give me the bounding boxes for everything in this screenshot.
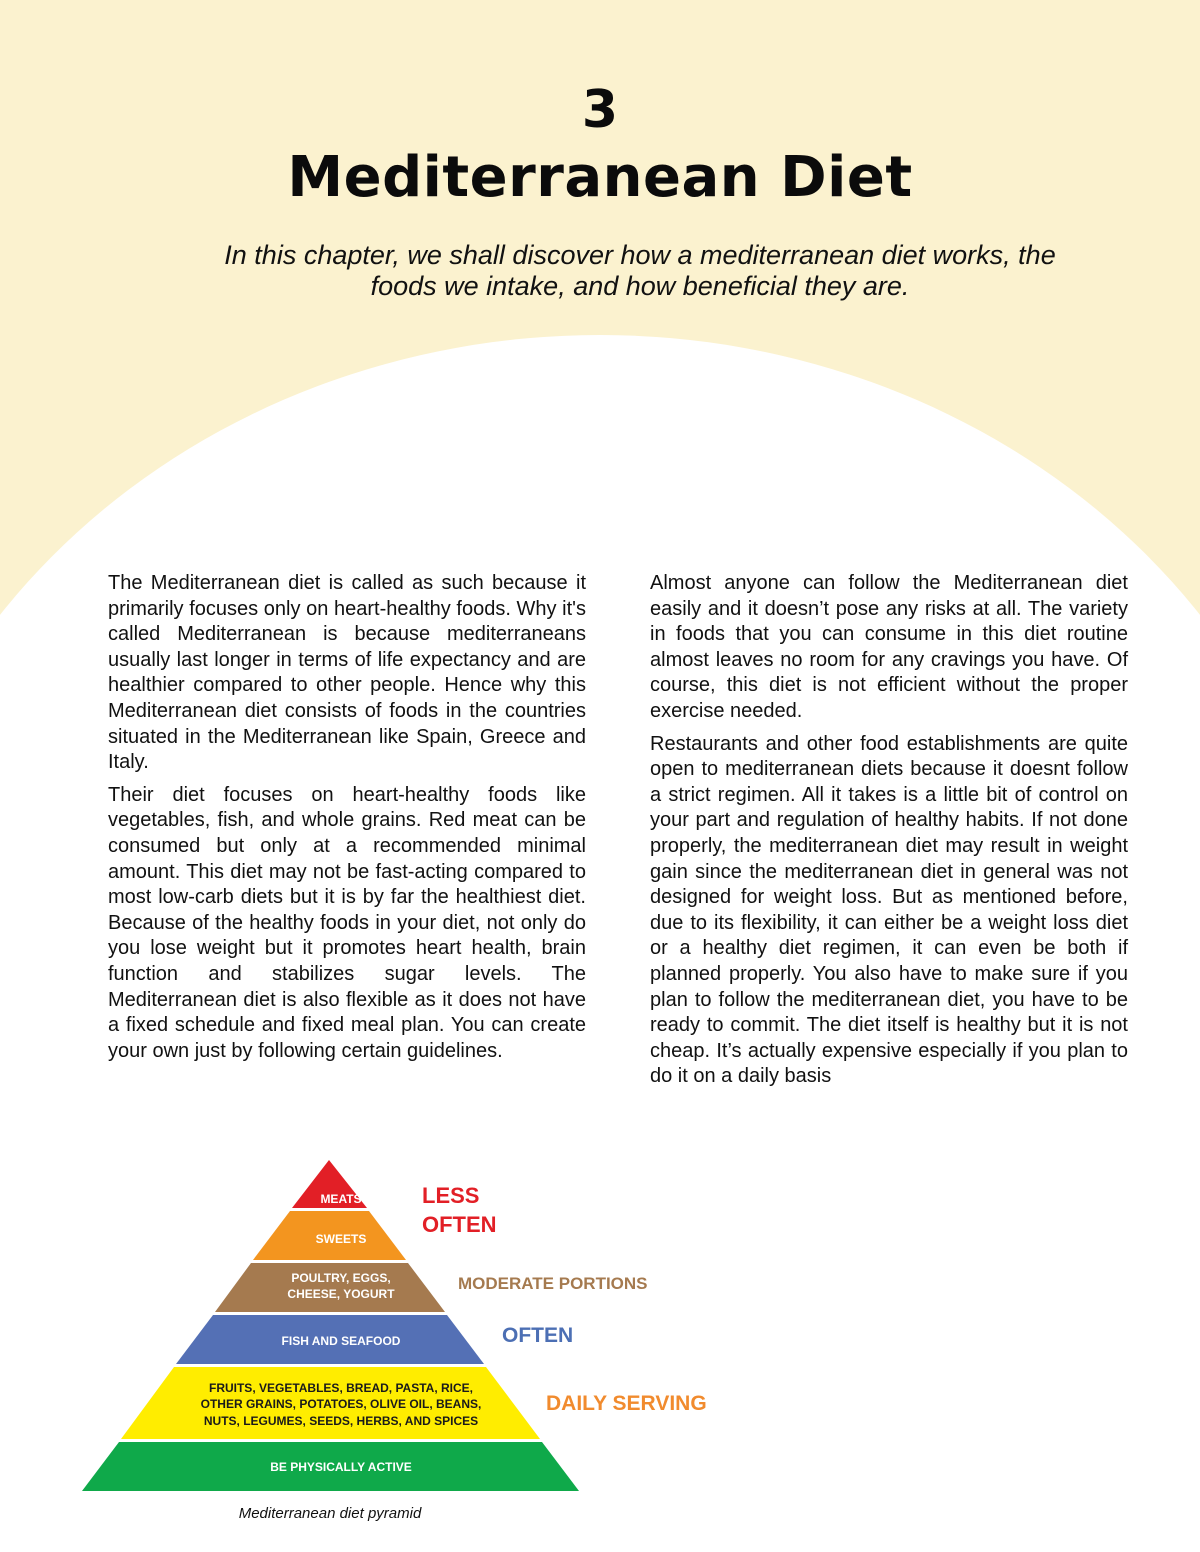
freq-moderate: MODERATE PORTIONS (458, 1274, 648, 1293)
freq-daily: DAILY SERVING (546, 1392, 707, 1415)
chapter-number: 3 (581, 80, 619, 140)
pyramid-caption: Mediterranean diet pyramid (238, 1505, 422, 1522)
tier-label-active: BE PHYSICALLY ACTIVE (270, 1460, 412, 1474)
tier-label-plants-line2: OTHER GRAINS, POTATOES, OLIVE OIL, BEANS, (200, 1397, 482, 1411)
left-paragraph-1: The Mediterranean diet is called as such because it primarily focuses only on heart-healthy foods. Why it's called Mediterranean is because mediterraneans usually last longer in terms of life expectancy and are healthier compared to other people. Hence why this Mediterranean diet consists of foods in the countries situated in the Mediterranean like Spain, Greece and Italy. (108, 572, 586, 774)
tier-label-meats: MEATS (320, 1192, 362, 1206)
tier-label-dairy-line1: POULTRY, EGGS, (291, 1271, 391, 1285)
tier-label-plants-line3: NUTS, LEGUMES, SEEDS, HERBS, AND SPICES (203, 1414, 479, 1428)
freq-less-often-line1: LESS (422, 1183, 480, 1208)
chapter-intro: In this chapter, we shall discover how a mediterranean diet works, the foods we intake, and how beneficial they are. (224, 240, 1056, 301)
tier-label-fish: FISH AND SEAFOOD (281, 1334, 401, 1348)
freq-often: OFTEN (502, 1324, 574, 1347)
tier-label-plants-line1: FRUITS, VEGETABLES, BREAD, PASTA, RICE, (208, 1381, 474, 1395)
chapter-title: Mediterranean Diet (287, 145, 913, 210)
left-paragraph-2: Their diet focuses on heart-healthy foods like vegetables, fish, and whole grains. Red meat can be consumed but only at a recommended minimal amount. This diet may not be fast-acting compared to most low-carb diets but it is by far the healthiest diet. Because of the healthy foods in your diet, not only do you lose weight but it promotes heart health, brain function and stabilizes sugar levels. The Mediterranean diet is also flexible as it does not have a fixed schedule and fixed meal plan. You can create your own just by following certain guidelines. (108, 783, 586, 1062)
tier-label-sweets: SWEETS (315, 1232, 367, 1246)
right-paragraph-2: Restaurants and other food establishments are quite open to mediterranean diets because it doesnt follow a strict regimen. All it takes is a little bit of control on your part and regulation of healthy habits. If not done properly, the mediterranean diet may result in weight gain since the mediterranean diet in general was not designed for weight loss. But as mentioned before, due to its flexibility, it can either be a weight loss diet or a healthy diet regimen, it can even be both if planned properly. You also have to make sure if you plan to follow the mediterranean diet, you have to be ready to commit. The diet itself is healthy but it is not cheap. It’s actually expensive especially if you plan to do it on a daily basis (650, 732, 1128, 1088)
left-column (108, 571, 586, 1071)
freq-less-often-line2: OFTEN (422, 1212, 497, 1237)
right-column (650, 571, 1128, 1097)
tier-label-dairy-line2: CHEESE, YOGURT (287, 1287, 395, 1301)
diet-pyramid (0, 1140, 800, 1540)
right-paragraph-1: Almost anyone can follow the Mediterranean diet easily and it doesn’t pose any risks at all. The variety in foods that you can consume in this diet routine almost leaves no room for any cravings you have. Of course, this diet is not efficient without the proper exercise needed. (650, 572, 1128, 722)
